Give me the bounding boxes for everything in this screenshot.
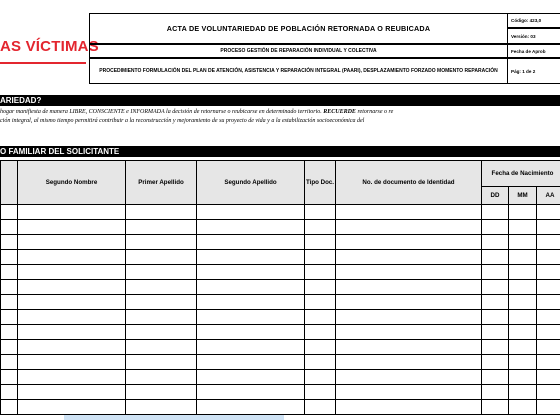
table-cell[interactable] bbox=[509, 310, 537, 325]
table-cell[interactable] bbox=[305, 205, 336, 220]
table-cell[interactable] bbox=[1, 400, 18, 415]
family-members-table bbox=[0, 160, 560, 415]
intro-recuerde: RECUERDE bbox=[323, 109, 356, 115]
table-cell[interactable] bbox=[126, 355, 197, 370]
document-version: Versión: 03 bbox=[508, 28, 560, 44]
table-cell[interactable] bbox=[336, 370, 482, 385]
table-cell[interactable] bbox=[1, 235, 18, 250]
intro-text-1: hogar manifiesta de manera LIBRE, CONSCIENTE e INFORMADA la decisión de retornarse o reubicarse en determinado territorio. bbox=[0, 109, 324, 115]
table-cell[interactable] bbox=[336, 235, 482, 250]
table-cell[interactable] bbox=[482, 280, 509, 295]
table-row bbox=[1, 370, 560, 385]
table-cell[interactable] bbox=[197, 220, 305, 235]
table-cell[interactable] bbox=[509, 400, 537, 415]
intro-text-2: retornarse o re bbox=[355, 109, 394, 115]
table-cell[interactable] bbox=[336, 325, 482, 340]
table-cell[interactable] bbox=[537, 400, 560, 415]
table-cell[interactable] bbox=[509, 385, 537, 400]
table-cell[interactable] bbox=[509, 220, 537, 235]
table-cell[interactable] bbox=[1, 205, 18, 220]
sheet-tab[interactable] bbox=[64, 415, 284, 420]
table-cell[interactable] bbox=[336, 250, 482, 265]
table-cell[interactable] bbox=[1, 355, 18, 370]
table-cell[interactable] bbox=[537, 235, 560, 250]
table-row bbox=[1, 265, 560, 280]
table-cell[interactable] bbox=[482, 205, 509, 220]
table-cell[interactable] bbox=[18, 385, 126, 400]
table-cell[interactable] bbox=[126, 250, 197, 265]
table-cell[interactable] bbox=[482, 250, 509, 265]
table-row bbox=[1, 235, 560, 250]
table-row bbox=[1, 205, 560, 220]
table-cell[interactable] bbox=[126, 385, 197, 400]
table-row bbox=[1, 400, 560, 415]
table-cell[interactable] bbox=[1, 220, 18, 235]
table-body bbox=[1, 205, 560, 415]
table-cell[interactable] bbox=[1, 325, 18, 340]
table-cell[interactable] bbox=[509, 370, 537, 385]
table-cell[interactable] bbox=[305, 355, 336, 370]
table-cell[interactable] bbox=[197, 355, 305, 370]
section-familiar-header bbox=[0, 146, 560, 157]
table-cell[interactable] bbox=[482, 235, 509, 250]
table-cell[interactable] bbox=[126, 295, 197, 310]
col-header-fecha-nacimiento: Fecha de Nacimiento bbox=[482, 161, 560, 187]
logo-underline bbox=[0, 62, 86, 64]
table-row bbox=[1, 325, 560, 340]
table-cell[interactable] bbox=[18, 340, 126, 355]
table-cell[interactable] bbox=[1, 370, 18, 385]
table-cell[interactable] bbox=[482, 400, 509, 415]
table-row bbox=[1, 310, 560, 325]
table-cell[interactable] bbox=[18, 295, 126, 310]
table-cell[interactable] bbox=[1, 385, 18, 400]
table-cell[interactable] bbox=[197, 280, 305, 295]
table-cell[interactable] bbox=[18, 325, 126, 340]
table-cell[interactable] bbox=[18, 370, 126, 385]
table-cell[interactable] bbox=[126, 235, 197, 250]
procedure-name: PROCEDIMIENTO FORMULACIÓN DEL PLAN DE ATENCIÓN, ASISTENCIA Y REPARACIÓN INTEGRAL (PAARI), DESPLAZAMIENTO FORZADO MOMENTO REPARACIÓN bbox=[89, 58, 508, 84]
table-cell[interactable] bbox=[1, 310, 18, 325]
table-cell[interactable] bbox=[509, 340, 537, 355]
table-cell[interactable] bbox=[509, 205, 537, 220]
table-cell[interactable] bbox=[18, 280, 126, 295]
table-cell[interactable] bbox=[509, 355, 537, 370]
table-cell[interactable] bbox=[126, 205, 197, 220]
col-header-aa: AA bbox=[537, 187, 560, 205]
table-row bbox=[1, 295, 560, 310]
table-cell[interactable] bbox=[537, 265, 560, 280]
col-header-primer-nombre bbox=[1, 161, 18, 205]
table-cell[interactable] bbox=[18, 220, 126, 235]
approval-date-label: Fecha de Aprob bbox=[508, 44, 560, 58]
table-cell[interactable] bbox=[18, 250, 126, 265]
document-title: ACTA DE VOLUNTARIEDAD DE POBLACIÓN RETORNADA O REUBICADA bbox=[89, 13, 508, 44]
table-cell[interactable] bbox=[537, 205, 560, 220]
table-cell[interactable] bbox=[482, 265, 509, 280]
table-cell[interactable] bbox=[197, 400, 305, 415]
table-cell[interactable] bbox=[305, 280, 336, 295]
table-cell[interactable] bbox=[336, 295, 482, 310]
table-cell[interactable] bbox=[305, 295, 336, 310]
table-cell[interactable] bbox=[305, 220, 336, 235]
table-cell[interactable] bbox=[126, 370, 197, 385]
table-cell[interactable] bbox=[305, 235, 336, 250]
table-cell[interactable] bbox=[482, 310, 509, 325]
table-cell[interactable] bbox=[18, 205, 126, 220]
table-cell[interactable] bbox=[509, 280, 537, 295]
table-cell[interactable] bbox=[336, 205, 482, 220]
table-cell[interactable] bbox=[197, 265, 305, 280]
table-cell[interactable] bbox=[18, 265, 126, 280]
document-code: Código: 423,0 bbox=[508, 13, 560, 28]
table-cell[interactable] bbox=[537, 310, 560, 325]
col-header-primer-apellido: Primer Apellido bbox=[126, 161, 197, 205]
table-cell[interactable] bbox=[509, 325, 537, 340]
table-cell[interactable] bbox=[336, 340, 482, 355]
table-cell[interactable] bbox=[509, 250, 537, 265]
table-cell[interactable] bbox=[305, 385, 336, 400]
table-cell[interactable] bbox=[197, 250, 305, 265]
table-cell[interactable] bbox=[126, 280, 197, 295]
table-cell[interactable] bbox=[305, 370, 336, 385]
table-cell[interactable] bbox=[482, 385, 509, 400]
table-cell[interactable] bbox=[126, 340, 197, 355]
table-row bbox=[1, 280, 560, 295]
table-cell[interactable] bbox=[336, 385, 482, 400]
table-cell[interactable] bbox=[126, 220, 197, 235]
table-row bbox=[1, 220, 560, 235]
table-cell[interactable] bbox=[1, 340, 18, 355]
table-cell[interactable] bbox=[197, 235, 305, 250]
table-cell[interactable] bbox=[482, 340, 509, 355]
table-row bbox=[1, 355, 560, 370]
table-cell[interactable] bbox=[126, 310, 197, 325]
table-cell[interactable] bbox=[537, 250, 560, 265]
table-cell[interactable] bbox=[482, 220, 509, 235]
table-cell[interactable] bbox=[482, 295, 509, 310]
table-cell[interactable] bbox=[197, 295, 305, 310]
table-cell[interactable] bbox=[482, 370, 509, 385]
table-cell[interactable] bbox=[126, 265, 197, 280]
table-cell[interactable] bbox=[1, 295, 18, 310]
table-cell[interactable] bbox=[537, 280, 560, 295]
table-cell[interactable] bbox=[197, 385, 305, 400]
table-row bbox=[1, 385, 560, 400]
table-cell[interactable] bbox=[336, 265, 482, 280]
table-cell[interactable] bbox=[336, 355, 482, 370]
table-cell[interactable] bbox=[18, 400, 126, 415]
table-cell[interactable] bbox=[482, 325, 509, 340]
table-cell[interactable] bbox=[537, 340, 560, 355]
table-cell[interactable] bbox=[509, 265, 537, 280]
table-cell[interactable] bbox=[537, 370, 560, 385]
table-cell[interactable] bbox=[305, 250, 336, 265]
table-cell[interactable] bbox=[1, 250, 18, 265]
col-header-num-doc: No. de documento de Identidad bbox=[336, 161, 482, 205]
table-cell[interactable] bbox=[305, 400, 336, 415]
table-cell[interactable] bbox=[18, 235, 126, 250]
table-cell[interactable] bbox=[336, 400, 482, 415]
table-cell[interactable] bbox=[537, 295, 560, 310]
table-cell[interactable] bbox=[305, 310, 336, 325]
table-cell[interactable] bbox=[537, 220, 560, 235]
table-cell[interactable] bbox=[126, 400, 197, 415]
col-header-segundo-nombre: Segundo Nombre bbox=[18, 161, 126, 205]
intro-text-3: ción integral, al mismo tiempo permitirá contribuir a la reconstrucción y mejoramiento de su proyecto de vida y a la estabilización socioeconómica del bbox=[0, 118, 365, 124]
table-cell[interactable] bbox=[336, 220, 482, 235]
table-cell[interactable] bbox=[482, 355, 509, 370]
col-header-dd: DD bbox=[482, 187, 509, 205]
table-cell[interactable] bbox=[509, 295, 537, 310]
col-header-segundo-apellido: Segundo Apellido bbox=[197, 161, 305, 205]
table-cell[interactable] bbox=[126, 325, 197, 340]
table-cell[interactable] bbox=[1, 280, 18, 295]
table-cell[interactable] bbox=[336, 280, 482, 295]
table-cell[interactable] bbox=[537, 355, 560, 370]
table-cell[interactable] bbox=[509, 235, 537, 250]
table-cell[interactable] bbox=[197, 340, 305, 355]
page-number: Pág: 1 de 2 bbox=[508, 58, 560, 84]
section-voluntariedad-header bbox=[0, 95, 560, 106]
table-cell[interactable] bbox=[305, 325, 336, 340]
table-cell[interactable] bbox=[336, 310, 482, 325]
table-cell[interactable] bbox=[18, 355, 126, 370]
table-row bbox=[1, 340, 560, 355]
table-cell[interactable] bbox=[537, 325, 560, 340]
intro-paragraph bbox=[0, 107, 560, 128]
table-cell[interactable] bbox=[305, 340, 336, 355]
table-cell[interactable] bbox=[197, 370, 305, 385]
table-row bbox=[1, 250, 560, 265]
table-cell[interactable] bbox=[537, 385, 560, 400]
table-cell[interactable] bbox=[197, 310, 305, 325]
section-familiar-title: O FAMILIAR DEL SOLICITANTE bbox=[0, 147, 120, 156]
table-cell[interactable] bbox=[305, 265, 336, 280]
process-name: PROCESO GESTIÓN DE REPARACIÓN INDIVIDUAL Y COLECTIVA bbox=[89, 44, 508, 58]
logo-text: AS VÍCTIMAS bbox=[0, 38, 99, 55]
table-cell[interactable] bbox=[197, 205, 305, 220]
table-cell[interactable] bbox=[1, 265, 18, 280]
table-cell[interactable] bbox=[197, 325, 305, 340]
col-header-mm: MM bbox=[509, 187, 537, 205]
col-header-tipo-doc: Tipo Doc. bbox=[305, 161, 336, 205]
table-cell[interactable] bbox=[18, 310, 126, 325]
section-voluntariedad-title: ARIEDAD? bbox=[0, 96, 42, 105]
